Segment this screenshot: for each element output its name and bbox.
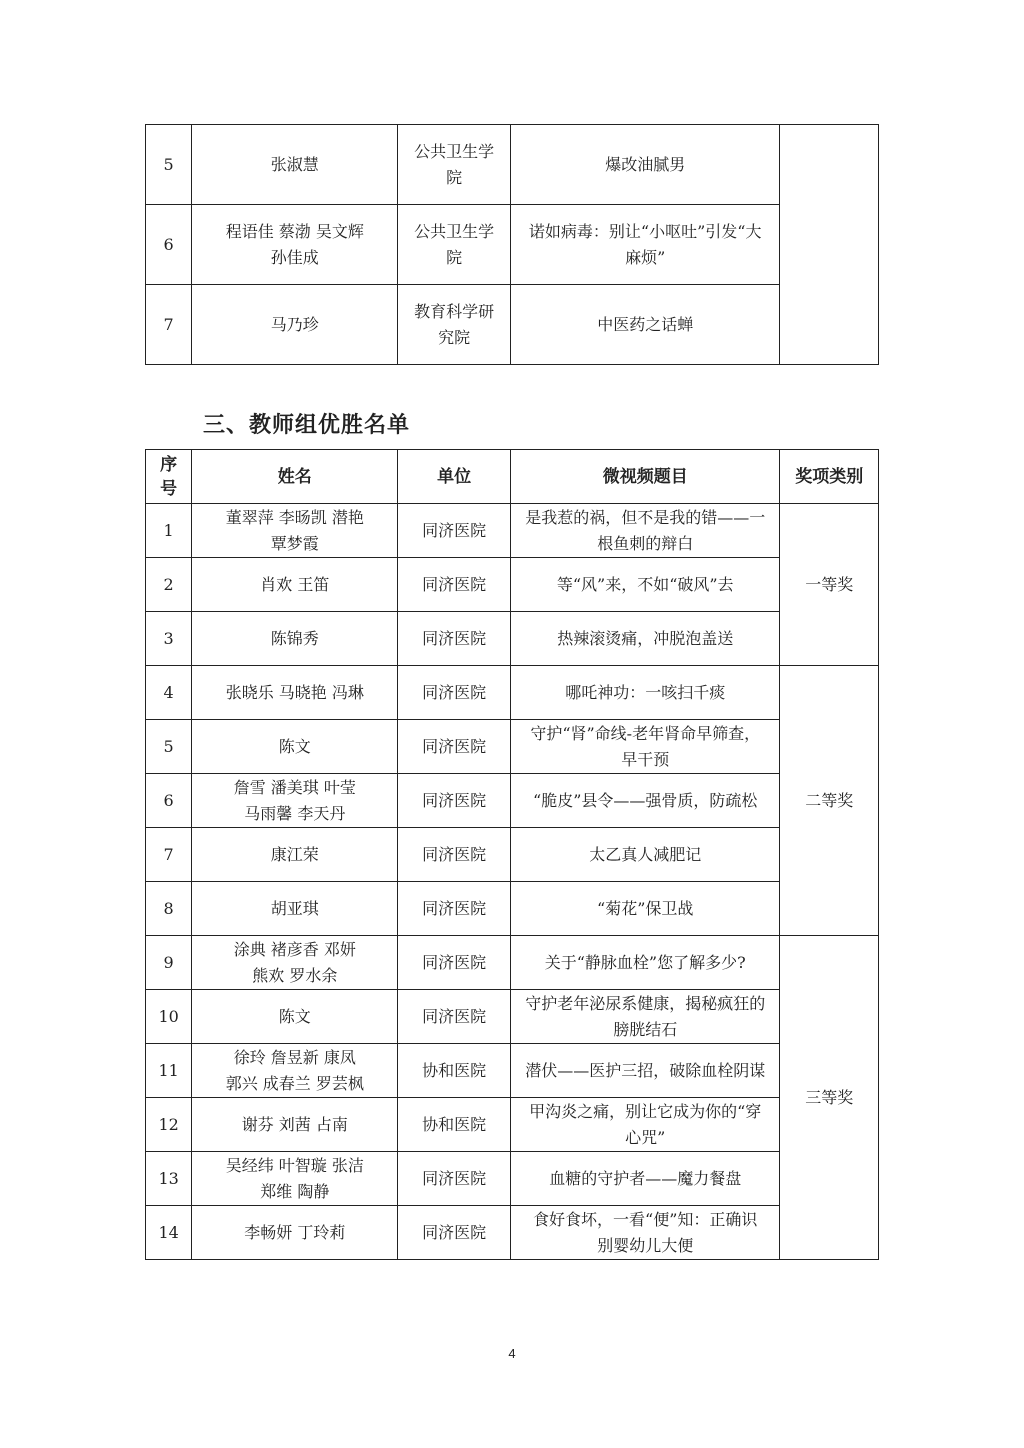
cell-unit [398, 125, 511, 205]
cell-name [192, 666, 398, 720]
cell-line: “脆皮”县令——强骨质，防疏松 [533, 790, 758, 810]
cell-line: 食好食坏，一看“便”知：正确识 [533, 1209, 758, 1229]
cell-title [510, 558, 779, 612]
table-row [146, 558, 879, 612]
table-row [146, 1206, 879, 1260]
cell-line: 马乃珍 [270, 314, 319, 334]
cell-line: 关于“静脉血栓”您了解多少? [544, 952, 746, 972]
cell-name [192, 990, 398, 1044]
cell-line: 熊欢 罗水余 [252, 965, 338, 985]
cell-no: 5 [146, 720, 192, 774]
cell-line: 潜伏——医护三招，破除血栓阴谋 [525, 1060, 766, 1080]
cell-title [510, 882, 779, 936]
table-row [146, 936, 879, 990]
cell-title [510, 125, 779, 205]
cell-line: 等“风”来，不如“破风”去 [556, 574, 734, 594]
cell-title [510, 990, 779, 1044]
cell-no: 3 [146, 612, 192, 666]
cell-title [510, 666, 779, 720]
cell-title [510, 504, 779, 558]
cell-title [510, 285, 779, 365]
cell-line: 爆改油腻男 [605, 154, 686, 174]
header-no [146, 450, 192, 504]
cell-line: 哪吒神功：一咳扫千痰 [565, 682, 726, 702]
table-row [146, 1044, 879, 1098]
cell-title [510, 1098, 779, 1152]
cell-name [192, 205, 398, 285]
cell-line: 中医药之话蝉 [597, 314, 694, 334]
cell-name [192, 1044, 398, 1098]
cell-name [192, 504, 398, 558]
cell-name [192, 558, 398, 612]
cell-line: 热辣滚烫痛，冲脱泡盖送 [557, 628, 734, 648]
cell-no: 6 [146, 205, 192, 285]
cell-award: 三等奖 [780, 936, 879, 1260]
cell-no: 7 [146, 285, 192, 365]
cell-no: 8 [146, 882, 192, 936]
cell-line: 徐玲 詹昱新 康凤 [233, 1047, 356, 1067]
table-row [146, 125, 879, 205]
cell-no: 9 [146, 936, 192, 990]
table-row [146, 828, 879, 882]
cell-unit: 同济医院 [398, 720, 511, 774]
cell-no: 2 [146, 558, 192, 612]
cell-name [192, 612, 398, 666]
cell-line: 公共卫生学 [414, 221, 495, 241]
cell-line: 公共卫生学 [414, 141, 495, 161]
cell-line: 涂典 褚彦香 邓妍 [233, 939, 356, 959]
page-number: 4 [508, 1346, 516, 1361]
cell-line: 郭兴 成春兰 罗芸枫 [225, 1073, 364, 1093]
cell-no: 10 [146, 990, 192, 1044]
cell-name [192, 1152, 398, 1206]
section-title: 三、教师组优胜名单 [203, 413, 411, 438]
cell-award: 二等奖 [780, 666, 879, 936]
cell-title [510, 1206, 779, 1260]
cell-no: 6 [146, 774, 192, 828]
cell-line: 肖欢 王笛 [260, 574, 330, 594]
cell-line: 别婴幼儿大便 [597, 1235, 694, 1255]
cell-name [192, 125, 398, 205]
cell-line: 教育科学研 [414, 301, 495, 321]
header-no-line: 序 [160, 454, 178, 475]
cell-line: 心咒” [625, 1127, 666, 1147]
cell-line: 血糖的守护者——魔力餐盘 [549, 1168, 742, 1188]
cell-name [192, 720, 398, 774]
cell-no: 14 [146, 1206, 192, 1260]
cell-unit: 同济医院 [398, 882, 511, 936]
table-row [146, 1098, 879, 1152]
table-row [146, 1152, 879, 1206]
cell-title [510, 774, 779, 828]
cell-line: 是我惹的祸，但不是我的错——一 [525, 507, 766, 527]
cell-line: 张晓乐 马晓艳 冯琳 [225, 682, 364, 702]
cell-line: 麻烦” [625, 247, 666, 267]
cell-line: 陈文 [278, 1006, 311, 1026]
cell-no: 5 [146, 125, 192, 205]
cell-title [510, 720, 779, 774]
previous-results-table [145, 124, 879, 365]
cell-no: 1 [146, 504, 192, 558]
cell-line: 郑维 陶静 [260, 1181, 330, 1201]
cell-unit: 同济医院 [398, 666, 511, 720]
cell-line: 胡亚琪 [270, 898, 319, 918]
cell-line: 詹雪 潘美琪 叶莹 [233, 777, 356, 797]
table-row [146, 666, 879, 720]
cell-name [192, 285, 398, 365]
cell-title [510, 205, 779, 285]
cell-unit: 同济医院 [398, 558, 511, 612]
cell-line: 张淑慧 [270, 154, 319, 174]
cell-line: 膀胱结石 [613, 1019, 678, 1039]
cell-name [192, 882, 398, 936]
cell-no: 4 [146, 666, 192, 720]
cell-name [192, 1098, 398, 1152]
cell-line: 根鱼刺的辩白 [597, 533, 694, 553]
cell-no: 11 [146, 1044, 192, 1098]
cell-unit: 同济医院 [398, 936, 511, 990]
cell-unit: 协和医院 [398, 1044, 511, 1098]
cell-unit: 同济医院 [398, 774, 511, 828]
cell-award [780, 125, 879, 365]
header-name: 姓名 [192, 450, 398, 504]
cell-no: 13 [146, 1152, 192, 1206]
cell-unit: 同济医院 [398, 990, 511, 1044]
cell-line: 院 [446, 167, 463, 187]
cell-unit [398, 205, 511, 285]
cell-line: 诺如病毒：别让“小呕吐”引发“大 [528, 221, 762, 241]
header-award: 奖项类别 [780, 450, 879, 504]
table-row [146, 774, 879, 828]
cell-name [192, 936, 398, 990]
cell-title [510, 1044, 779, 1098]
cell-line: 谢芬 刘茜 占南 [241, 1114, 348, 1134]
cell-title [510, 1152, 779, 1206]
cell-line: 太乙真人减肥记 [589, 844, 702, 864]
table-row [146, 720, 879, 774]
table-row [146, 882, 879, 936]
table-row [146, 612, 879, 666]
cell-line: 院 [446, 247, 463, 267]
cell-line: 早干预 [621, 749, 670, 769]
cell-line: 究院 [438, 327, 471, 347]
cell-no: 12 [146, 1098, 192, 1152]
cell-line: 吴经纬 叶智璇 张洁 [225, 1155, 364, 1175]
table-row [146, 285, 879, 365]
table-header-row [146, 450, 879, 504]
cell-no: 7 [146, 828, 192, 882]
cell-line: 董翠萍 李旸凯 潜艳 [225, 507, 364, 527]
cell-unit: 同济医院 [398, 1152, 511, 1206]
cell-line: 康江荣 [270, 844, 319, 864]
cell-unit: 同济医院 [398, 504, 511, 558]
cell-line: 陈文 [278, 736, 311, 756]
cell-unit: 同济医院 [398, 1206, 511, 1260]
header-title: 微视频题目 [510, 450, 779, 504]
cell-title [510, 612, 779, 666]
teacher-winners-table [145, 449, 879, 1260]
cell-line: “菊花”保卫战 [597, 898, 694, 918]
cell-unit: 协和医院 [398, 1098, 511, 1152]
cell-name [192, 1206, 398, 1260]
cell-name [192, 774, 398, 828]
cell-title [510, 936, 779, 990]
cell-line: 守护“肾”命线-老年肾命早筛查， [530, 723, 761, 743]
table-row [146, 205, 879, 285]
cell-line: 马雨馨 李天丹 [244, 803, 346, 823]
cell-unit: 同济医院 [398, 612, 511, 666]
cell-line: 覃梦霞 [270, 533, 319, 553]
table-row [146, 990, 879, 1044]
cell-name [192, 828, 398, 882]
cell-unit: 同济医院 [398, 828, 511, 882]
cell-line: 李畅妍 丁玲莉 [244, 1222, 346, 1242]
cell-title [510, 828, 779, 882]
cell-award: 一等奖 [780, 504, 879, 666]
cell-line: 甲沟炎之痛，别让它成为你的“穿 [529, 1101, 762, 1121]
table-row [146, 504, 879, 558]
cell-unit [398, 285, 511, 365]
cell-line: 守护老年泌尿系健康，揭秘疯狂的 [525, 993, 766, 1013]
cell-line: 陈锦秀 [270, 628, 319, 648]
cell-line: 程语佳 蔡渤 吴文辉 [225, 221, 364, 241]
cell-line: 孙佳成 [270, 247, 319, 267]
header-unit: 单位 [398, 450, 511, 504]
header-no-line: 号 [160, 478, 178, 499]
